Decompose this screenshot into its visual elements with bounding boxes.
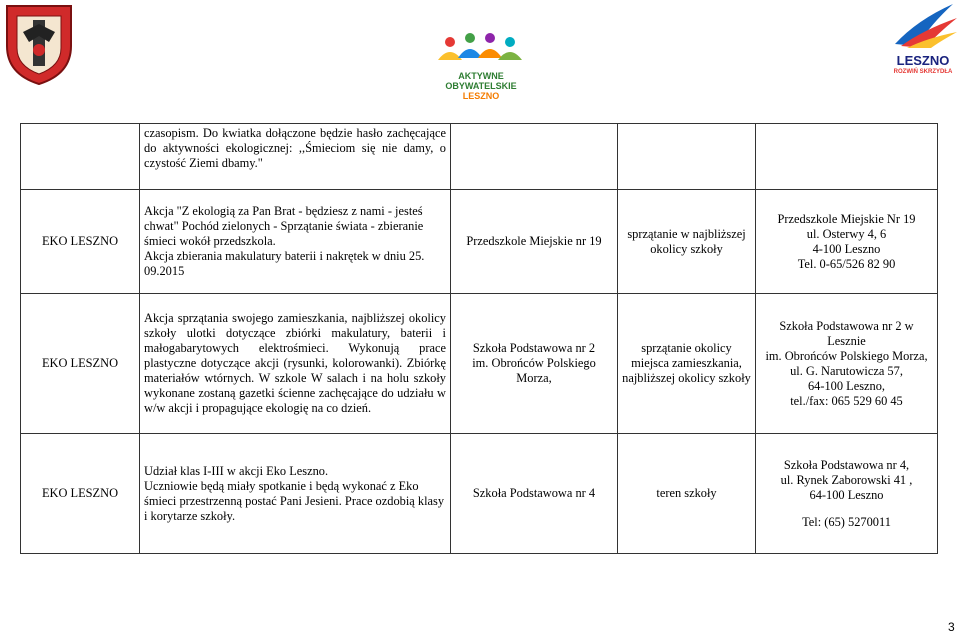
school-cell — [451, 124, 618, 190]
aktywne-obywatelskie-leszno-logo — [428, 30, 534, 101]
school-cell: Szkoła Podstawowa nr 4 — [451, 434, 618, 554]
logo-line-3: LESZNO — [462, 91, 500, 101]
leszno-city-logo — [887, 0, 959, 80]
organizer-cell: EKO LESZNO — [21, 190, 140, 294]
place-cell: teren szkoły — [618, 434, 756, 554]
coat-of-arms-logo — [3, 2, 75, 86]
wings-icon — [887, 0, 959, 48]
address-phone: Tel: (65) 5270011 — [802, 514, 891, 529]
place-cell: sprzątanie w najbliższej okolicy szkoły — [618, 190, 756, 294]
people-icon — [428, 30, 534, 66]
address-cell: Przedszkole Miejskie Nr 19 ul. Osterwy 4, 6 4-100 Leszno Tel. 0-65/526 82 90 — [756, 190, 938, 294]
actions-table — [20, 123, 938, 554]
address-cell — [756, 434, 938, 554]
organizer-cell — [21, 124, 140, 190]
organizer-cell: EKO LESZNO — [21, 434, 140, 554]
table-row — [21, 294, 938, 434]
description-cell: czasopism. Do kwiatka dołączone będzie hasło zachęcające do aktywności ekologicznej: ,,Śmieciom się nie damy, o czystość Ziemi dbamy." — [140, 124, 451, 190]
page-number: 3 — [948, 620, 955, 634]
description-cell: Akcja sprzątania swojego zamieszkania, najbliższej okolicy szkoły ulotki dotyczące zbiórki makulatury, baterii i małogabarytowych elektrośmieci. Wykonują prace plastyczne dotyczące akcji (rysunki, kolorowanki). Zbiórkę materiałów wtórnych. W szkole W salach i na holu szkoły wykonane zostaną gazetki ścienne zachęcające do udziału w w/w akcji i propagujące ekologię na co dzień. — [140, 294, 451, 434]
description-cell: Udział klas I-III w akcji Eko Leszno. Uczniowie będą miały spotkanie i będą wykonać z Eko śmieci przestrzenną postać Pani Jesieni. Prace ozdobią klasy i korytarze szkoły. — [140, 434, 451, 554]
address-cell: Szkoła Podstawowa nr 2 w Lesznie im. Obrońców Polskiego Morza, ul. G. Narutowicza 57, 64-100 Leszno, tel./fax: 065 529 60 45 — [756, 294, 938, 434]
leszno-slogan: ROZWIŃ SKRZYDŁA — [893, 69, 953, 75]
table-row — [21, 190, 938, 294]
table-row — [21, 434, 938, 554]
logo-line-1: AKTYWNE — [458, 71, 504, 81]
place-cell — [618, 124, 756, 190]
table-row — [21, 124, 938, 190]
organizer-cell: EKO LESZNO — [21, 294, 140, 434]
address-spacer — [760, 503, 933, 515]
address-lines: Szkoła Podstawowa nr 4, ul. Rynek Zaborowski 41 , 64-100 Leszno — [780, 457, 913, 502]
description-cell: Akcja "Z ekologią za Pan Brat - będziesz z nami - jesteś chwat" Pochód zielonych - Sprzątanie świata - zbieranie śmieci wokół przedszkola. Akcja zbierania makulatury baterii i nakrętek w dniu 25. 09.2015 — [140, 190, 451, 294]
address-cell — [756, 124, 938, 190]
leszno-wordmark: LESZNO — [896, 53, 950, 68]
place-cell: sprzątanie okolicy miejsca zamieszkania, najbliższej okolicy szkoły — [618, 294, 756, 434]
logo-line-2: OBYWATELSKIE — [445, 81, 517, 91]
school-cell: Przedszkole Miejskie nr 19 — [451, 190, 618, 294]
school-cell: Szkoła Podstawowa nr 2 im. Obrońców Polskiego Morza, — [451, 294, 618, 434]
